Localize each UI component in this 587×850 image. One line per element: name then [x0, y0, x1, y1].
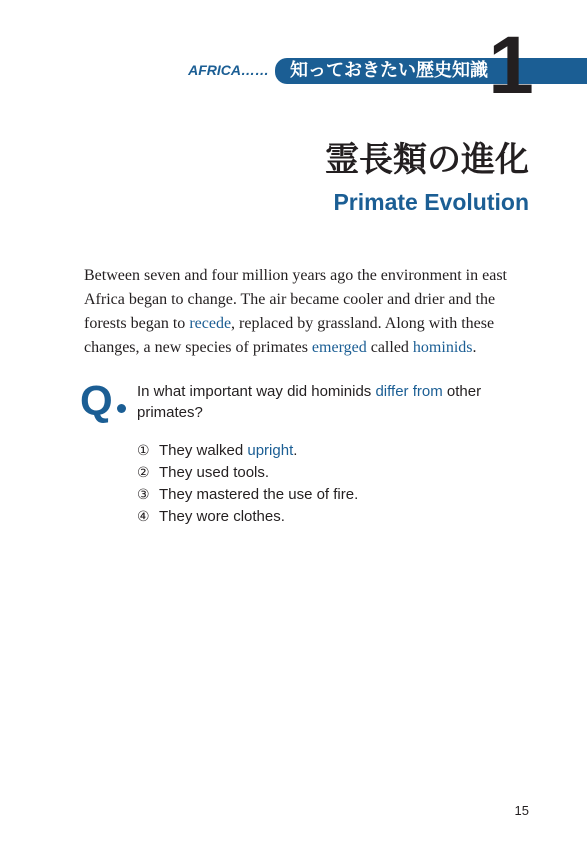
passage-text: called [366, 339, 413, 356]
option-text: They used tools. [159, 464, 270, 481]
header-title: 知っておきたい歴史知識 [290, 60, 488, 81]
option-number: ③ [137, 487, 150, 503]
passage-line-3 [84, 312, 536, 336]
question-line-2: primates? [137, 404, 203, 421]
answer-option[interactable] [137, 484, 517, 506]
option-number: ④ [137, 509, 150, 525]
vocab-differ-from: differ from [375, 383, 443, 400]
answer-option[interactable] [137, 506, 517, 528]
passage-text: . [472, 339, 477, 356]
question-mark-dot [117, 404, 126, 413]
passage-line-1: Between seven and four million years ago the environment in east [84, 267, 507, 284]
option-number: ② [137, 465, 150, 481]
question-line-1 [137, 381, 537, 402]
answer-options [137, 440, 517, 528]
vocab-upright: upright [247, 442, 294, 459]
english-title: Primate Evolution [333, 189, 529, 215]
passage-line-4 [84, 336, 536, 360]
japanese-title: 霊長類の進化 [325, 140, 529, 180]
vocab-hominids: hominids [412, 339, 473, 356]
option-text: . [293, 442, 298, 459]
section-label: AFRICA…… [188, 62, 269, 78]
option-text: They mastered the use of fire. [159, 486, 359, 503]
vocab-recede: recede [189, 315, 232, 332]
question-fragment: other [442, 383, 482, 400]
answer-option[interactable] [137, 462, 517, 484]
option-number: ① [137, 443, 150, 459]
answer-option[interactable] [137, 440, 517, 462]
page-number: 15 [514, 803, 529, 818]
chapter-number: 1 [488, 20, 534, 111]
passage-text: changes, a new species of primates [84, 339, 312, 356]
passage-text: forests began to [84, 315, 190, 332]
question-text [137, 381, 537, 423]
option-text: They wore clothes. [159, 508, 285, 525]
passage-paragraph [84, 264, 536, 360]
vocab-emerged: emerged [311, 339, 367, 356]
question-mark-q: Q [80, 377, 113, 424]
passage-text: , replaced by grassland. Along with these [231, 315, 495, 332]
passage-line-2: Africa began to change. The air became cooler and drier and the [84, 291, 496, 308]
question-fragment: In what important way did hominids [137, 383, 376, 400]
option-text: They walked [159, 442, 248, 459]
